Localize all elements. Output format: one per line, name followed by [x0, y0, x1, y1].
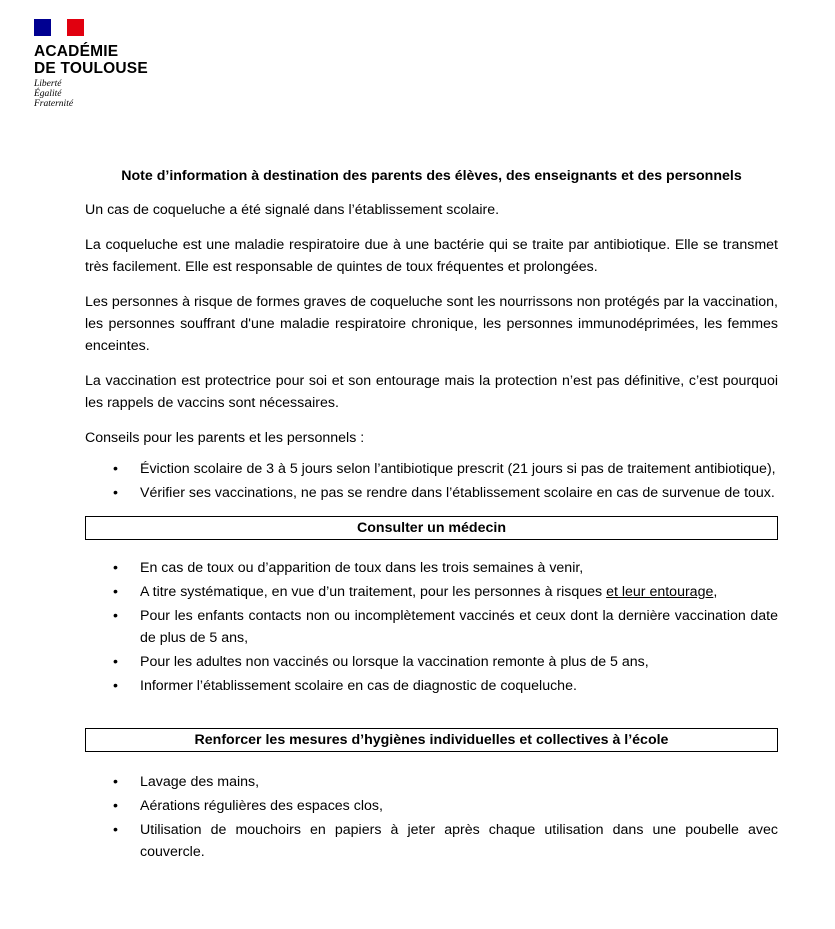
academy-logo	[34, 19, 194, 109]
hygiene-text: Utilisation de mouchoirs en papiers à jeter après chaque utilisation dans une poubelle avec couvercle.	[140, 822, 778, 860]
bullet-icon: •	[113, 608, 118, 624]
document-body	[85, 165, 778, 865]
list-item	[85, 819, 778, 863]
advice-list	[85, 458, 778, 504]
section-heading-consult: Consulter un médecin	[85, 516, 778, 540]
institution-name	[34, 43, 194, 77]
consult-text-end: ,	[713, 584, 718, 600]
republic-motto	[34, 79, 194, 109]
institution-line2: DE TOULOUSE	[34, 60, 148, 77]
list-item	[85, 458, 778, 480]
section-heading-hygiene: Renforcer les mesures d’hygiènes individuelles et collectives à l’école	[85, 728, 778, 752]
bullet-icon: •	[113, 774, 118, 790]
consult-text: Pour les enfants contacts non ou incomplètement vaccinés et ceux dont la dernière vaccination date de plus de 5 ans,	[140, 608, 778, 646]
bullet-icon: •	[113, 798, 118, 814]
flag-red-stripe	[67, 19, 84, 36]
advice-text: Éviction scolaire de 3 à 5 jours selon l’antibiotique prescrit (21 jours si pas de traitement antibiotique),	[140, 461, 776, 477]
underlined-entourage: et leur entourage	[606, 584, 714, 600]
hygiene-text: Aérations régulières des espaces clos,	[140, 798, 383, 814]
bullet-icon: •	[113, 485, 118, 501]
paragraph-case-reported: Un cas de coqueluche a été signalé dans l’établissement scolaire.	[85, 202, 500, 218]
consult-text: En cas de toux ou d’apparition de toux dans les trois semaines à venir,	[140, 560, 584, 576]
document-title: Note d’information à destination des parents des élèves, des enseignants et des personnels	[121, 168, 742, 184]
motto-egalite: Égalité	[34, 89, 62, 99]
motto-fraternite: Fraternité	[34, 99, 74, 109]
hygiene-list	[85, 771, 778, 863]
marianne-flag-icon	[34, 19, 84, 36]
consult-text: A titre systématique, en vue d’un traitement, pour les personnes à risques	[140, 584, 607, 600]
paragraph-risk-groups: Les personnes à risque de formes graves de coqueluche sont les nourrissons non protégés par la vaccination, les personnes souffrant d'une maladie respiratoire chronique, les personnes immunodéprimées, les femmes enceintes.	[85, 294, 778, 354]
list-item	[85, 557, 778, 579]
consult-text: Informer l’établissement scolaire en cas de diagnostic de coqueluche.	[140, 678, 577, 694]
list-item	[85, 675, 778, 697]
bullet-icon: •	[113, 461, 118, 477]
list-item	[85, 482, 778, 504]
paragraph-advice-intro: Conseils pour les parents et les personnels :	[85, 430, 365, 446]
consult-text: Pour les adultes non vaccinés ou lorsque la vaccination remonte à plus de 5 ans,	[140, 654, 649, 670]
list-item	[85, 771, 778, 793]
advice-text: Vérifier ses vaccinations, ne pas se rendre dans l’établissement scolaire en cas de survenue de toux.	[140, 485, 775, 501]
consult-list	[85, 557, 778, 697]
hygiene-text: Lavage des mains,	[140, 774, 260, 790]
flag-white-stripe	[51, 19, 67, 36]
bullet-icon: •	[113, 822, 118, 838]
bullet-icon: •	[113, 584, 118, 600]
paragraph-vaccination: La vaccination est protectrice pour soi et son entourage mais la protection n’est pas définitive, c’est pourquoi les rappels de vaccins sont nécessaires.	[85, 373, 778, 411]
flag-blue-stripe	[34, 19, 51, 36]
bullet-icon: •	[113, 678, 118, 694]
bullet-icon: •	[113, 560, 118, 576]
institution-line1: ACADÉMIE	[34, 43, 119, 60]
paragraph-disease-description: La coqueluche est une maladie respiratoire due à une bactérie qui se traite par antibiotique. Elle se transmet très facilement. Elle est responsable de quintes de toux fréquentes et prolongées.	[85, 237, 778, 275]
list-item	[85, 795, 778, 817]
list-item	[85, 605, 778, 649]
motto-liberte: Liberté	[34, 79, 62, 89]
list-item	[85, 581, 778, 603]
list-item	[85, 651, 778, 673]
bullet-icon: •	[113, 654, 118, 670]
